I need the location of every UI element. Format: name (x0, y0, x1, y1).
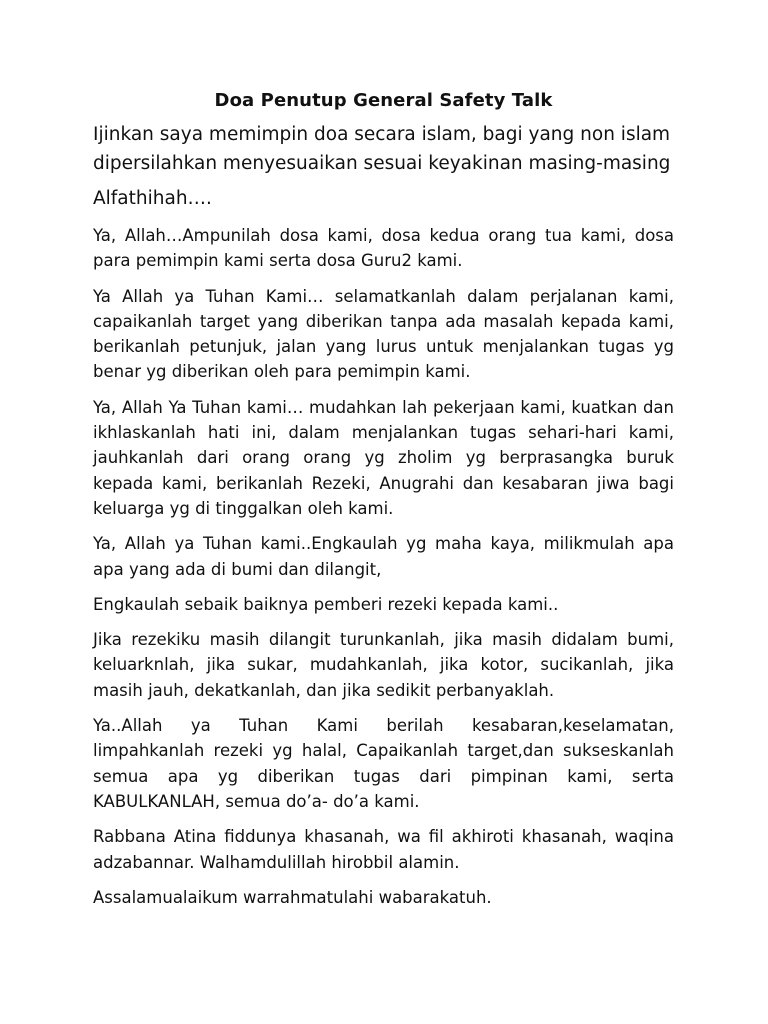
prayer-paragraph: Ya..Allah ya Tuhan Kami berilah kesabaran,keselamatan, limpahkanlah rezeki yg halal, Capaikanlah target,dan sukseskanlah semua apa yg diberikan tugas dari pimpinan kami, serta KABULKANLAH, semua do’a- do’a kami. (93, 716, 674, 811)
prayer-paragraph: Ya, Allah ya Tuhan kami..Engkaulah yg maha kaya, milikmulah apa apa yang ada di bumi dan dilangit, (93, 534, 674, 579)
document-title: Doa Penutup General Safety Talk (214, 90, 553, 111)
intro-text: Ijinkan saya memimpin doa secara islam, bagi yang non islam dipersilahkan menyesuaikan sesuai keyakinan masing-masing (93, 124, 671, 174)
prayer-paragraph: Ya, Allah Ya Tuhan kami… mudahkan lah pekerjaan kami, kuatkan dan ikhlaskanlah hati ini, dalam menjalankan tugas sehari-hari kami, jauhkanlah dari orang orang yg zholim yg berprasangka buruk kepada kami, berikanlah Rezeki, Anugrahi dan kesabaran jiwa bagi keluarga yg di tinggalkan oleh kami. (93, 397, 674, 518)
prayer-paragraph: Ya, Allah…Ampunilah dosa kami, dosa kedua orang tua kami, dosa para pemimpin kami serta dosa Guru2 kami. (93, 226, 674, 271)
document-page (93, 88, 674, 920)
closing-greeting: Assalamualaikum warrahmatulahi wabarakatuh. (93, 887, 492, 907)
prayer-paragraph: Rabbana Atina fiddunya khasanah, wa fil akhiroti khasanah, waqina adzabannar. Walhamdulillah hirobbil alamin. (93, 827, 674, 872)
prayer-paragraph: Engkaulah sebaik baiknya pemberi rezeki kepada kami.. (93, 594, 559, 614)
prayer-paragraph: Jika rezekiku masih dilangit turunkanlah, jika masih didalam bumi, keluarknlah, jika sukar, mudahkanlah, jika kotor, sucikanlah, jika masih jauh, dekatkanlah, dan jika sedikit perbanyaklah. (93, 630, 674, 700)
alfatihah-text: Alfathihah…. (93, 188, 212, 209)
prayer-paragraph: Ya Allah ya Tuhan Kami… selamatkanlah dalam perjalanan kami, capaikanlah target yang diberikan tanpa ada masalah kepada kami, berikanlah petunjuk, jalan yang lurus untuk menjalankan tugas yg benar yg diberikan oleh para pemimpin kami. (93, 286, 674, 382)
